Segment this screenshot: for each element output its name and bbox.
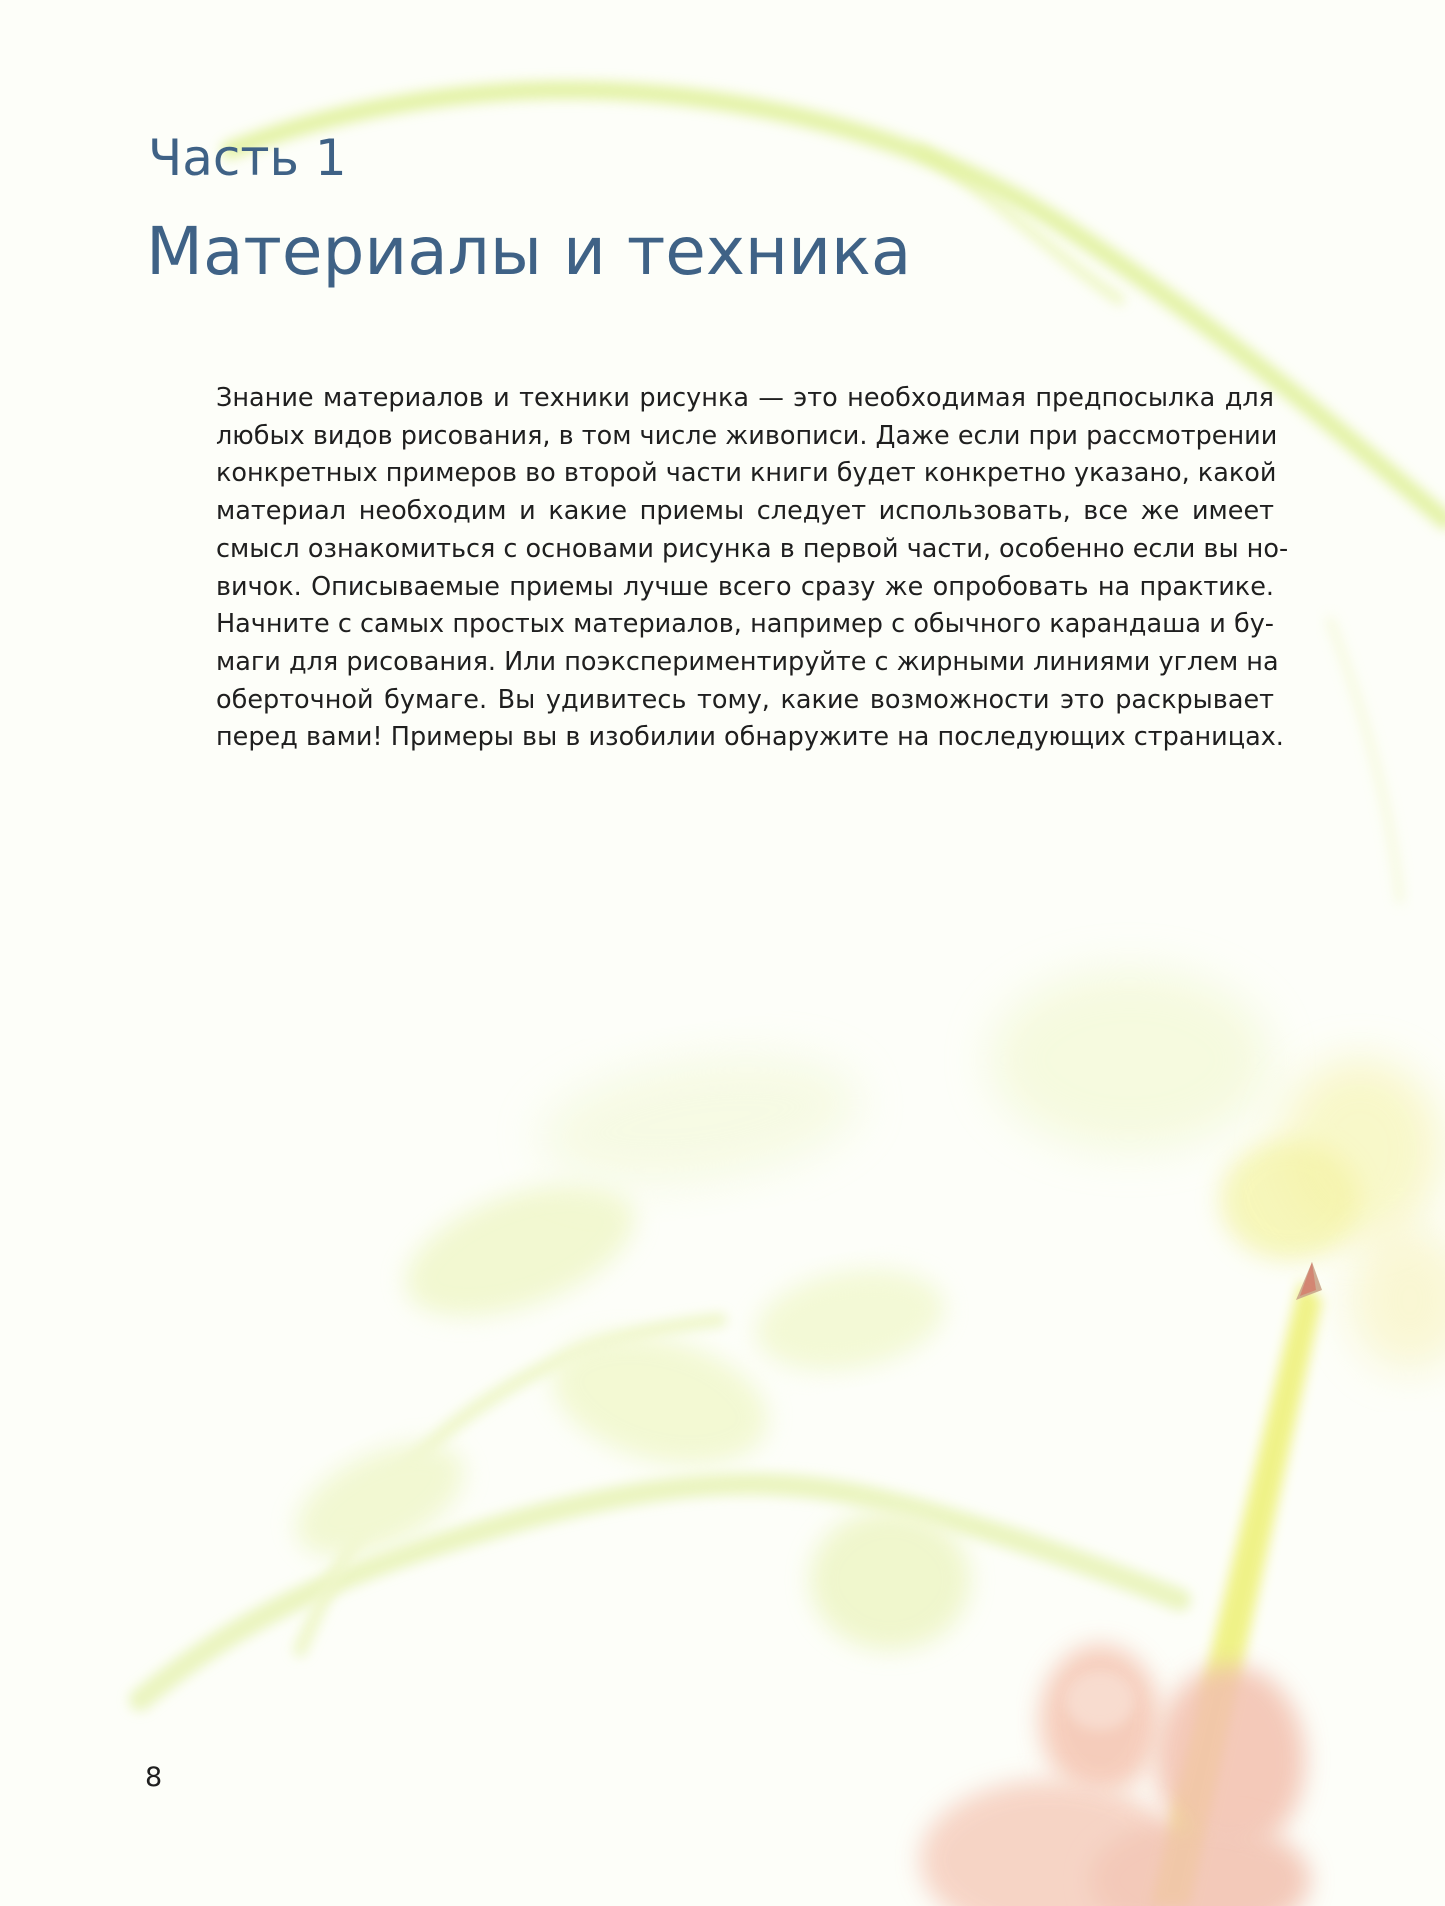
- flower-blur: [1220, 1060, 1445, 1370]
- intro-line: оберточной бумаге. Вы удивитесь тому, какие возможности это раскрывает: [216, 684, 1274, 715]
- intro-line: Начните с самых простых материалов, например с обычного карандаша и бу-: [216, 609, 1274, 640]
- intro-line: смысл ознакомиться с основами рисунка в первой части, особенно если вы но-: [216, 533, 1289, 564]
- chapter-title: Материалы и техника: [146, 213, 912, 290]
- intro-line: Знание материалов и техники рисунка — это необходимая предпосылка для: [216, 383, 1274, 413]
- intro-line: перед вами! Примеры вы в изобилии обнаружите на последующих страницах.: [216, 722, 1284, 753]
- part-label: Часть 1: [148, 129, 347, 187]
- intro-line: конкретных примеров во второй части книги будет конкретно указано, какой: [216, 458, 1277, 489]
- intro-line: маги для рисования. Или поэкспериментируйте с жирными линиями углем на: [216, 646, 1279, 677]
- intro-paragraph: [216, 380, 1289, 757]
- intro-line: материал необходим и какие приемы следует использовать, все же имеет: [216, 496, 1274, 527]
- intro-line: любых видов рисования, в том числе живописи. Даже если при рассмотрении: [216, 420, 1278, 451]
- intro-line: вичок. Описываемые приемы лучше всего сразу же опробовать на практике.: [216, 571, 1274, 602]
- leaf-sketch: [140, 970, 1270, 1700]
- hand-illustration: [920, 1645, 1310, 1906]
- page-number: 8: [145, 1762, 163, 1793]
